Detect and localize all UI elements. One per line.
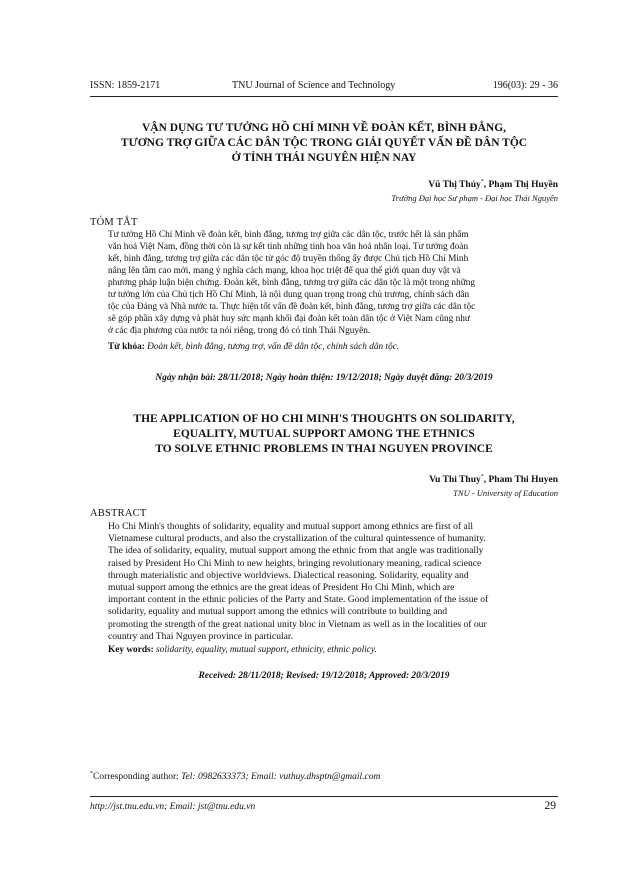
en-keywords-text: solidarity, equality, mutual support, ethnicity, ethnic policy. — [156, 645, 377, 655]
en-abstract-line: raised by President Ho Chi Minh to new heights, bringing revolutionary meaning, radical science — [108, 557, 482, 569]
en-keywords-label: Key words: — [108, 645, 154, 655]
en-title-line: TO SOLVE ETHNIC PROBLEMS IN THAI NGUYEN PROVINCE — [155, 443, 493, 455]
header-journal: TNU Journal of Science and Technology — [232, 80, 396, 91]
footnote-mark: * — [90, 771, 93, 777]
vi-title-line: VẬN DỤNG TƯ TƯỞNG HỒ CHÍ MINH VỀ ĐOÀN KẾT, BÌNH ĐẲNG, — [141, 122, 507, 134]
vi-abstract-line: phương pháp luận biện chứng. Đoàn kết, bình đẳng, tương trợ giữa các dân tộc là một trong những — [108, 278, 476, 288]
vi-authors — [428, 179, 558, 190]
vi-abstract-line: ở các địa phương của nước ta nói riêng, trong đó có tỉnh Thái Nguyên. — [108, 326, 371, 336]
vi-abstract-line: sẽ góp phần xây dựng và phát huy sức mạnh khối đại đoàn kết toàn dân tộc ở Việt Nam cũng như — [108, 314, 470, 324]
vi-keywords-label: Từ khóa: — [108, 342, 145, 352]
vi-title — [90, 121, 558, 166]
vi-abstract-line: nâng lên tầm cao mới, mang ý nghĩa cách mạng, khoa học triệt để qua thế giới quan duy vật và — [108, 266, 461, 276]
en-abstract-heading: ABSTRACT — [90, 508, 147, 519]
en-affiliation: TNU - University of Education — [453, 488, 558, 498]
en-title-line: THE APPLICATION OF HO CHI MINH'S THOUGHTS ON SOLIDARITY, — [133, 413, 515, 425]
vi-title-line: Ở TỈNH THÁI NGUYÊN HIỆN NAY — [231, 152, 417, 164]
footnote-label: Corresponding author: — [93, 772, 179, 783]
vi-abstract — [108, 229, 540, 337]
vi-author-1: Vũ Thị Thúy — [428, 180, 481, 191]
en-abstract-line: mutual support among the ethnics are the great ideas of President Ho Chi Minh, which are — [108, 582, 455, 594]
en-corresponding-mark: * — [480, 474, 484, 480]
vi-abstract-line: văn hoá Việt Nam, đồng thời còn là sự kết tinh những tinh hoa văn hoá nhân loại. Tư tưởng đoàn — [108, 242, 469, 252]
en-author-1: Vu Thi Thuy — [429, 475, 481, 486]
vi-keywords-text: Đoàn kết, bình đẳng, tương trợ, vấn đề dân tộc, chính sách dân tộc. — [147, 342, 400, 352]
footer-urls — [90, 802, 255, 812]
footnote-contact: Tel: 0982633373; Email: vuthuy.dhsptn@gmail.com — [181, 772, 381, 783]
footnote — [90, 771, 380, 782]
vi-title-line: TƯƠNG TRỢ GIỮA CÁC DÂN TỘC TRONG GIẢI QUYẾT VẤN ĐỀ DÂN TỘC — [120, 137, 528, 149]
vi-corresponding-mark: * — [480, 179, 484, 185]
en-dates: Received: 28/11/2018; Revised: 19/12/2018; Approved: 20/3/2019 — [198, 671, 450, 681]
vi-author-2: , Phạm Thị Huyền — [483, 180, 558, 191]
en-title — [90, 412, 558, 457]
en-authors — [429, 474, 558, 485]
en-title-line: EQUALITY, MUTUAL SUPPORT AMONG THE ETHNICS — [173, 428, 475, 440]
en-abstract-line: Vietnamese cultural products, and also the crystallization of the cultural quintessence of humanity. — [108, 533, 486, 545]
header-rule — [90, 96, 558, 97]
vi-abstract-line: Tư tưởng Hồ Chí Minh về đoàn kết, bình đẳng, tương trợ giữa các dân tộc, trước hết là sản phẩm — [108, 230, 469, 240]
en-abstract-line: important content in the ethnic policies of the Party and State. Good implementation of the issue of — [108, 594, 489, 606]
vi-abstract-line: tư tưởng lớn của Chủ tịch Hồ Chí Minh, là nội dung quan trọng trong chủ trương, chính sách dân — [108, 290, 470, 300]
en-abstract — [108, 521, 542, 643]
vi-abstract-line: kết, bình đẳng, tương trợ giữa các dân tộc từ góc độ truyền thống ấy được Chủ tịch Hồ Chí Minh — [108, 254, 469, 264]
en-abstract-line: solidarity, equality and mutual support among the ethnics will contribute to building and — [108, 606, 448, 618]
en-author-2: , Pham Thi Huyen — [483, 475, 558, 486]
header-issn: ISSN: 1859-2171 — [90, 80, 161, 91]
page-number: 29 — [544, 800, 556, 812]
en-abstract-line: promoting the strength of the great national unity bloc in Vietnam as well as in the localities of our — [108, 618, 487, 630]
en-abstract-line: Ho Chi Minh's thoughts of solidarity, equality and mutual support among ethnics are first of all — [108, 521, 474, 532]
vi-affiliation: Trường Đại học Sư phạm - Đại học Thái Nguyên — [391, 193, 558, 203]
header-issue: 196(03): 29 - 36 — [492, 80, 558, 91]
en-abstract-line: The idea of solidarity, equality, mutual support among the ethnic from that angle was traditionally — [108, 545, 484, 557]
vi-keywords — [108, 342, 399, 352]
footer-rule — [90, 796, 558, 797]
footer-urls-text: http://jst.tnu.edu.vn; Email: jst@tnu.edu.vn — [90, 802, 256, 812]
vi-abstract-line: tộc của Đảng và Nhà nước ta. Thực hiện tốt vấn đề đoàn kết, bình đẳng, tương trợ giữa các dân tộc — [108, 302, 476, 312]
vi-dates: Ngày nhận bài: 28/11/2018; Ngày hoàn thiện: 19/12/2018; Ngày duyệt đăng: 20/3/2019 — [155, 373, 493, 383]
en-abstract-line: country and Thai Nguyen province in particular. — [108, 630, 293, 642]
vi-abstract-heading: TÓM TẮT — [90, 217, 138, 228]
en-abstract-line: through materialistic and objective worldviews. Dialectical reasoning. Solidarity, equality and — [108, 569, 469, 581]
en-keywords — [108, 645, 377, 655]
